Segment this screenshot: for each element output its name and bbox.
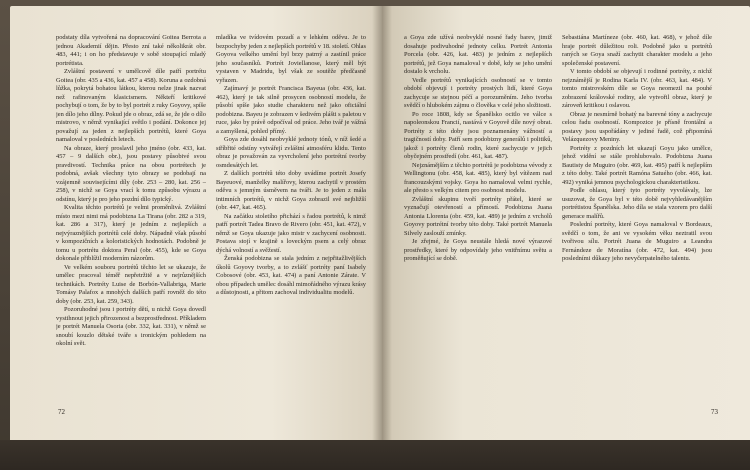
left-page-column-2 [216, 34, 366, 414]
left-page-column-1 [56, 34, 206, 414]
right-page-column-2 [562, 34, 712, 414]
paragraph: Kvalita těchto portrétů je velmi proměnlivá. Zvláštní místo mezi nimi má podobizna La Tirana (obr. 282 a 319, kat. 286 a 317), který je jedním z nejlepších a nejvýraznějších portrétů celé doby. Nápadně však působí v kompozičních a koloristických hodnotách. Podobně je tomu u portrétu doktora Peral (obr. 455), kde se Goya dokonale přiblížil moderním názorům. [56, 204, 206, 262]
paragraph: a Goya zde užívá neobvyklé nosné řady barev, jimiž dosahuje podivuhodné jednoty celku. Portrét Antonia Porcela (obr. 426, kat. 483) je jedním z nejlepších portrétů, jež Goya namaloval v době, kdy se jeho umění dostalo k vrcholu. [404, 34, 552, 75]
paragraph: Podle ohlasu, který tyto portréty vyvolávaly, lze usuzovat, že Goya byl v této době nejvyhledávanějším portrétistou Španělska. Jeho díla se stala vzorem pro další generace malířů. [562, 187, 712, 220]
paragraph: Po roce 1808, kdy se Španělsko ocitlo ve válce s napoleonskou Francií, nastává v Goyově díle nový obrat. Portréty z této doby jsou poznamenány vážností a tragičností doby. Patří sem podobizny generálů i politiků, jakož i portréty členů rodin, které zachycuje v jejich obyčejném prostředí (obr. 461, kat. 487). [404, 110, 552, 160]
paragraph: Ženská podobizna se stala jedním z nejpřitažlivějších úkolů Goyovy tvorby, a to zvlášť portréty paní Isabely Cobosové (obr. 453, kat. 474) a paní Antonie Zárate. V obou případech umělec dosáhl mimořádného výrazu krásy a důstojnosti, a přitom zachoval individualitu modelů. [216, 255, 366, 296]
open-book [10, 6, 750, 456]
paragraph: Zajímavý je portrét Francisca Bayeua (obr. 436, kat. 462), který je tak silně prosycen osobností modelu, že působí spíše jako studie charakteru než jako oficiální podobizna. Bayeu je zobrazen v šedivém plášti s paletou v ruce, jako by právě odpočíval od práce. Jeho tvář je vážná a zamyšlená, pohled přímý. [216, 85, 366, 135]
right-page [382, 6, 750, 446]
paragraph: Na obraze, který proslavil jeho jméno (obr. 433, kat. 457 – 9 dalších obr.), jsou postavy působivé svou pravdivostí. Technika práce na obou portrétech je podobná, avšak všechny tyto obrazy se podobají na vzájemně souvisejícími díly (obr. 253 – 280, kat. 256 – 258), v nichž se Goya vrací k tomu způsobu výrazu a odstínu, který je pro jeho pozdní dílo typický. [56, 144, 206, 203]
right-page-column-1 [404, 34, 552, 414]
page-number-left: 72 [58, 408, 65, 416]
paragraph: mladíka ve tvídovém pozadí a v lehkém oděvu. Je to bezpochyby jeden z nejlepších portrétů v 18. století. Ohlas Goyova velkého umění byl brzy patrný a zastínil práce jeho současníků. Portrét Joviellanose, který měl být vystaven v Madridu, byl však ze soutěže předčasně vyřazen. [216, 34, 366, 84]
page-number-right: 73 [711, 408, 718, 416]
paragraph: Zvláštní skupinu tvoří portréty přátel, které se vyznačují otevřeností a přímostí. Podobizna Juana Antonia Llorenta (obr. 459, kat. 489) je jedním z vrcholů Goyovy portrétní tvorby této doby. Také portrét Manuela Silvely zaslouží zmínky. [404, 195, 552, 237]
paragraph: Goya zde dosáhl neobvyklé jednoty tónů, v níž šedé a stříbřité odstíny vytvářejí zvláštní atmosféru klidu. Tento obraz je považován za vyvrcholení jeho portrétní tvorby osmdesátých let. [216, 136, 366, 169]
paragraph: Nejznámějším z těchto portrétů je podobizna vévody z Wellingtonu (obr. 458, kat. 485), který byl vítězem nad francouzskými vojsky. Goya ho namaloval velmi rychle, ale přesto s velkým citem pro osobnost modelu. [404, 161, 552, 194]
paragraph: Vedle portrétů vynikajících osobností se v tomto období objevují i portréty prostých lidí, které Goya zachycuje se stejnou péčí a porozuměním. Jeho tvorba svědčí o hlubokém zájmu o člověka v celé jeho složitosti. [404, 76, 552, 109]
paragraph: Sebastiána Martíneze (obr. 460, kat. 468), v jehož díle hraje portrét důležitou roli. Podobně jako u portrétů raných se Goya snaží zachytit charakter modelu a jeho společenské postavení. [562, 34, 712, 67]
paragraph: Z dalších portrétů této doby uvádíme portrét Josefy Bayeuové, manželky malířovy, kterou zachytil v prostém oděvu s jemným úsměvem na tváři. Je to jeden z mála intimních portrétů, v nichž Goya zobrazil své nejbližší (obr. 447, kat. 465). [216, 170, 366, 211]
left-page [10, 6, 382, 446]
paragraph: Obraz je nesmírně bohatý na barevné tóny a zachycuje celou řadu osobností. Kompozice je přísně frontální a postavy jsou uspořádány v jediné řadě, což připomíná Velázquezovy Meniny. [562, 110, 712, 143]
paragraph: V tomto období se objevují i rodinné portréty, z nichž nejznámější je Rodina Karla IV. (obr. 463, kat. 484). V tomto mistrovském díle se Goya neomezil na pouhé zobrazení královské rodiny, ale vytvořil obraz, který je zároveň kritikou i oslavou. [562, 68, 712, 109]
paragraph: Portréty z pozdních let ukazují Goyu jako umělce, jehož vidění se stále prohlubovalo. Podobizna Juana Bautisty de Muguiro (obr. 469, kat. 495) patří k nejlepším z této doby. Také portrét Ramóna Satuého (obr. 466, kat. 492) vyniká jemnou psychologickou charakteristikou. [562, 144, 712, 186]
paragraph: Poslední portréty, které Goya namaloval v Bordeaux, svědčí o tom, že ani ve vysokém věku neztratil svou tvořivou sílu. Portrét Juana de Muguiro a Leandra Fernándeze de Moratína (obr. 472, kat. 494) jsou posledními důkazy jeho nevyčerpatelného talentu. [562, 221, 712, 262]
paragraph: Je zřejmé, že Goya neustále hledá nové výrazové prostředky, které by odpovídaly jeho vnitřnímu světu a proměňující se době. [404, 238, 552, 262]
paragraph: Pozoruhodné jsou i portréty dětí, u nichž Goya dovedl vystihnout jejich přirozenost a bezprostřednost. Příkladem je portrét Manuela Osoria (obr. 332, kat. 331), v němž se snoubí kouzlo dětské tváře s ironickým pohledem na okolní svět. [56, 306, 206, 347]
table-surface [0, 440, 750, 470]
paragraph: Zvláštní postavení v umělcově díle patří portrétu Goitea (obr. 435 a 436, kat. 457 a 458). Koruna a ozdobná lůžka, pokrytá bohatou látkou, kterou nelze jinak nazvat než rafinovaným klasicismem. Někteří kritikové pochybují o tom, že by to byl portrét z ruky Goyovy, spíše jen dílo jeho dílny. Pokud jde o obraz, zdá se, že jde o dílo mistrovo, v němž vynikající světlo i podání. Dokonce jej považují za jeden z nejlepších portrétů, které Goya namaloval v posledních letech. [56, 68, 206, 143]
paragraph: Na začátku stoletího přichází s řadou portrétů, k nimž patří portrét Tadea Bravo de Rivero (obr. 451, kat. 472), v němž se Goya ukazuje jako mistr v zachycení osobnosti. Postava stojí v krajině s loveckým psem a celý obraz dýchá volností a svěžestí. [216, 212, 366, 254]
paragraph: Ve velkém souboru portrétů těchto let se ukazuje, že umělec pracoval téměř nepřetržitě a v nejrůznějších technikách. Portréty Luise de Borbón-Vallabriga, Marie Tomásy Palafox a mnohých dalších patří rovněž do této doby (obr. 253, kat. 259, 343). [56, 263, 206, 305]
book-gutter [372, 6, 392, 446]
paragraph: podstaty díla vytvořená na dopracování Goitea Berrota a jednou Akademií dějin. Přesto zní také několikrát obr. 483, 441; i on ho představuje v sobě stoupající mladý portrétista. [56, 34, 206, 67]
